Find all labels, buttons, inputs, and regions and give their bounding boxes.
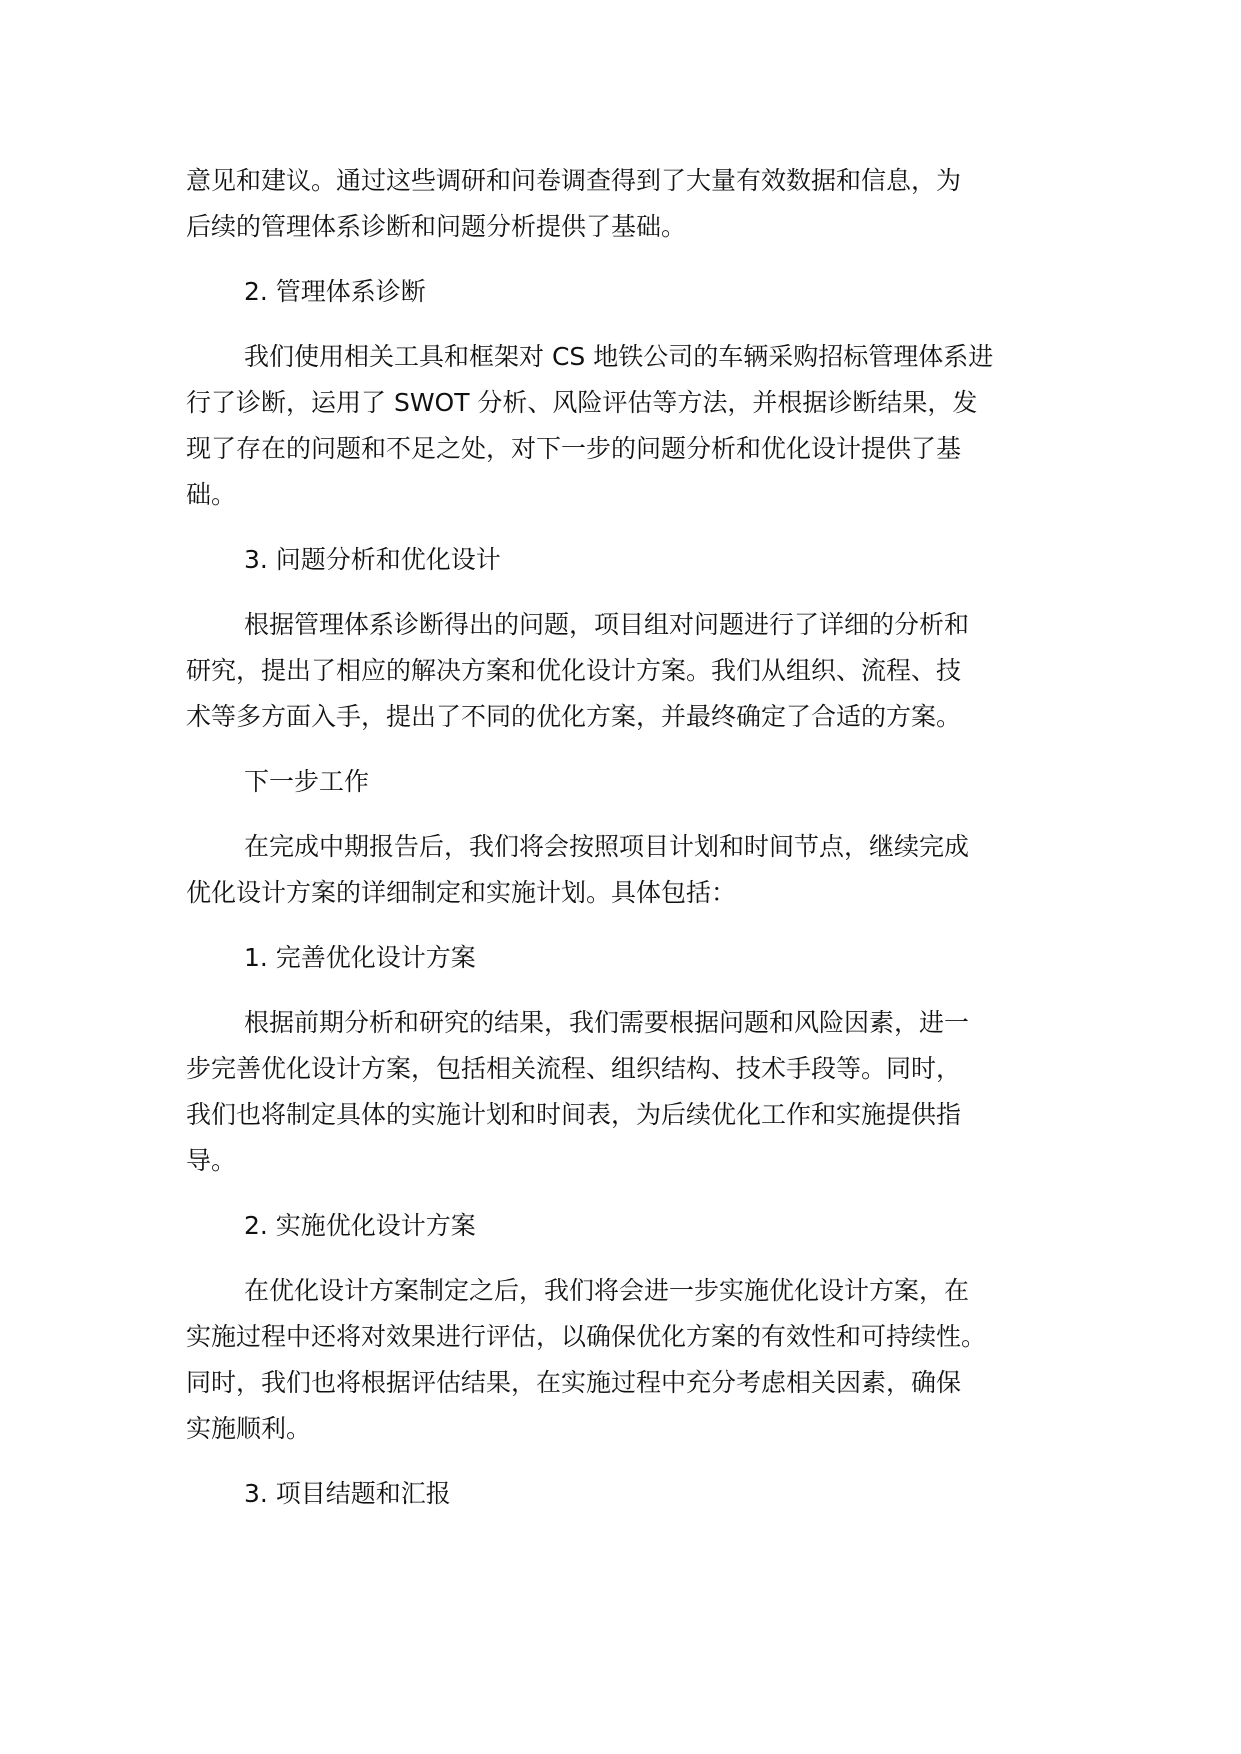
text-line: 实施过程中还将对效果进行评估，以确保优化方案的有效性和可持续性。 xyxy=(186,1322,987,1351)
text-line: 础。 xyxy=(186,480,237,509)
heading-text: 3. 项目结题和汇报 xyxy=(244,1479,451,1508)
text-line: 术等多方面入手，提出了不同的优化方案，并最终确定了合适的方案。 xyxy=(186,702,962,731)
section-heading xyxy=(186,935,1066,981)
text-line: 意见和建议。通过这些调研和问卷调查得到了大量有效数据和信息，为 xyxy=(186,166,962,195)
paragraph xyxy=(186,334,1066,518)
paragraph xyxy=(186,158,1066,250)
text-line: 在完成中期报告后，我们将会按照项目计划和时间节点，继续完成 xyxy=(244,832,970,861)
document-body xyxy=(186,158,1066,1517)
heading-text: 3. 问题分析和优化设计 xyxy=(244,545,501,574)
heading-text: 下一步工作 xyxy=(244,767,370,796)
text-line: 实施顺利。 xyxy=(186,1414,312,1443)
text-line: 优化设计方案的详细制定和实施计划。具体包括： xyxy=(186,878,737,907)
text-line: 研究，提出了相应的解决方案和优化设计方案。我们从组织、流程、技 xyxy=(186,656,962,685)
text-line: 我们使用相关工具和框架对 CS 地铁公司的车辆采购招标管理体系进 xyxy=(244,342,994,371)
heading-text: 2. 实施优化设计方案 xyxy=(244,1211,476,1240)
text-line: 后续的管理体系诊断和问题分析提供了基础。 xyxy=(186,212,687,241)
text-line: 我们也将制定具体的实施计划和时间表，为后续优化工作和实施提供指 xyxy=(186,1100,962,1129)
heading-text: 2. 管理体系诊断 xyxy=(244,277,426,306)
text-line: 行了诊断，运用了 SWOT 分析、风险评估等方法，并根据诊断结果，发 xyxy=(186,388,978,417)
paragraph xyxy=(186,602,1066,740)
text-line: 现了存在的问题和不足之处，对下一步的问题分析和优化设计提供了基 xyxy=(186,434,962,463)
text-line: 根据前期分析和研究的结果，我们需要根据问题和风险因素，进一 xyxy=(244,1008,970,1037)
text-line: 同时，我们也将根据评估结果，在实施过程中充分考虑相关因素，确保 xyxy=(186,1368,962,1397)
section-heading xyxy=(186,269,1066,315)
section-heading xyxy=(186,537,1066,583)
text-line: 导。 xyxy=(186,1146,237,1175)
paragraph xyxy=(186,1268,1066,1452)
text-line: 根据管理体系诊断得出的问题，项目组对问题进行了详细的分析和 xyxy=(244,610,970,639)
text-line: 在优化设计方案制定之后，我们将会进一步实施优化设计方案，在 xyxy=(244,1276,970,1305)
heading-text: 1. 完善优化设计方案 xyxy=(244,943,476,972)
paragraph xyxy=(186,824,1066,916)
section-heading xyxy=(186,759,1066,805)
section-heading xyxy=(186,1203,1066,1249)
text-line: 步完善优化设计方案，包括相关流程、组织结构、技术手段等。同时， xyxy=(186,1054,962,1083)
section-heading xyxy=(186,1471,1066,1517)
paragraph xyxy=(186,1000,1066,1184)
